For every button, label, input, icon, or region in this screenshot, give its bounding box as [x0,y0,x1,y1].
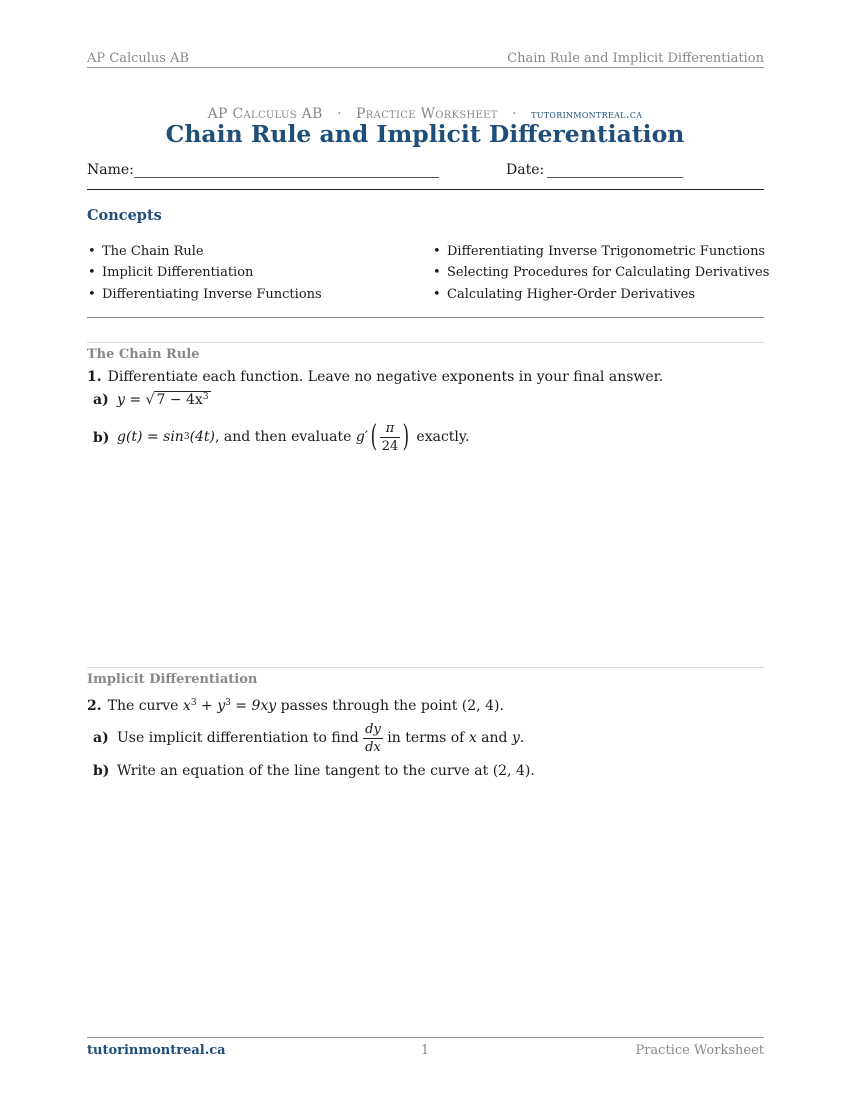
fraction [380,422,401,453]
math-var: x [182,698,191,714]
question-text: . [519,730,525,746]
section-divider [87,667,764,668]
date-field[interactable] [547,177,683,178]
concept-item [433,287,696,302]
masthead-course: AP Calculus AB [207,106,323,122]
math-function: g(t) = sin [117,429,184,445]
concept-label: The Chain Rule [102,244,204,259]
question-prompt: Differentiate each function. Leave no negative exponents in your final answer. [107,369,664,385]
exponent: 3 [202,392,209,402]
question-text: exactly. [411,429,470,445]
bullet-icon: • [88,287,96,302]
part-label: a) [93,730,109,746]
radicand-text: 7 − 4x [156,392,203,408]
date-label: Date: [506,162,545,178]
question-text: in terms of [382,730,469,746]
part-label: b) [93,430,110,446]
math-expression: = 9xy [230,698,277,714]
name-label: Name: [87,162,134,178]
bullet-icon: • [88,265,96,280]
page-number: 1 [420,1043,430,1058]
fraction [363,723,383,754]
fraction-denominator: 24 [381,438,399,454]
math-var: y [117,392,125,408]
section-divider [87,342,764,343]
concept-item [88,287,322,302]
question-text: Use implicit differentiation to find [117,730,364,746]
fraction-numerator: π [380,422,401,438]
running-header-course: AP Calculus AB [87,51,190,66]
math-var: x [468,730,477,746]
question-1b-expression [117,415,469,459]
question-1 [87,369,663,385]
question-1a-expression [117,391,211,408]
math-var: y [511,730,520,746]
masthead-separator: · [512,106,517,122]
name-field[interactable] [134,177,439,178]
exponent: 3 [225,698,231,708]
fields-rule [87,189,764,190]
math-op: = [124,392,146,408]
question-2 [87,698,504,714]
math-function: g′ [355,429,368,445]
footer-rule [87,1037,764,1038]
sqrt-symbol: √ $7 - 4x^3$ [145,392,209,408]
masthead-type: Practice Worksheet [356,106,498,122]
concept-label: Differentiating Inverse Functions [102,287,322,302]
concept-item [88,265,254,280]
concept-item [433,265,770,280]
concepts-rule [87,317,764,318]
answer-space[interactable] [87,795,764,1025]
section-heading-chain-rule: The Chain Rule [87,347,200,362]
footer-worksheet-type: Practice Worksheet [635,1043,764,1058]
part-label: b) [93,763,110,779]
exponent: 3 [190,698,197,708]
bullet-icon: • [88,244,96,259]
header-rule [87,67,764,68]
question-text: passes through the point (2, 4). [276,698,504,714]
masthead-separator: · [337,106,342,122]
concept-label: Calculating Higher-Order Derivatives [447,287,696,302]
math-var: y [217,698,226,714]
fraction-numerator: dy [365,721,381,737]
question-text: , and then evaluate [215,429,356,445]
math-argument: (4t) [189,429,216,445]
page-title: Chain Rule and Implicit Differentiation [165,120,685,148]
bullet-icon: • [433,244,441,259]
right-paren: ) [402,419,410,454]
exponent: 3 [183,432,190,442]
footer-site: tutorinmontreal.ca [87,1043,226,1058]
question-number: 1. [87,369,102,385]
concept-label: Selecting Procedures for Calculating Derivatives [447,265,770,280]
question-text: and [476,730,512,746]
part-label: a) [93,392,109,408]
concepts-heading: Concepts [87,207,162,224]
concept-item [88,244,204,259]
answer-space[interactable] [87,470,764,655]
question-2b-text: Write an equation of the line tangent to the curve at (2, 4). [117,763,535,779]
math-op: + [196,698,218,714]
concept-label: Implicit Differentiation [102,265,254,280]
running-header-title: Chain Rule and Implicit Differentiation [507,51,764,66]
concept-item [433,244,766,259]
concept-label: Differentiating Inverse Trigonometric Functions [447,244,766,259]
bullet-icon: • [433,287,441,302]
left-paren: ( [370,419,378,454]
section-heading-implicit: Implicit Differentiation [87,672,258,687]
masthead-site: tutorinmontreal.ca [531,107,643,121]
question-number: 2. [87,698,102,714]
radicand [154,391,210,408]
question-2a-text [117,718,524,758]
bullet-icon: • [433,265,441,280]
question-text: The curve [107,698,183,714]
fraction-denominator: dx [365,739,381,755]
